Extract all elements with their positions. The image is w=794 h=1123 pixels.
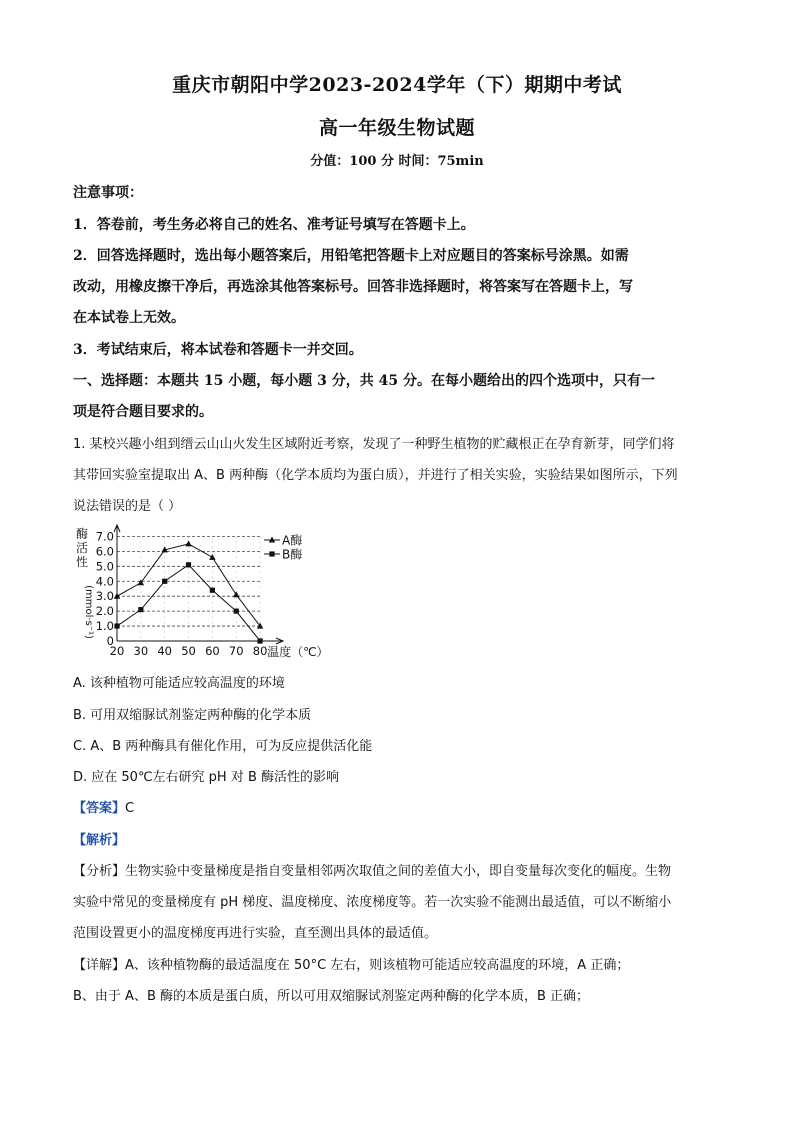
notice-item-2-line-1: 2．回答选择题时，选出每小题答案后，用铅笔把答题卡上对应题目的答案标号涂黑。如需	[73, 248, 629, 264]
y-tick-label: 4.0	[95, 574, 114, 589]
y-tick-label: 6.0	[95, 544, 114, 559]
option-b: B. 可用双缩脲试剂鉴定两种酶的化学本质	[73, 708, 312, 723]
x-tick-label: 40	[157, 644, 173, 658]
x-tick-label: 20	[109, 644, 125, 658]
y-axis-label-char: 活	[75, 541, 89, 555]
notice-item-3: 3．考试结束后，将本试卷和答题卡一并交回。	[73, 342, 363, 358]
option-a: A. 该种植物可能适应较高温度的环境	[73, 676, 285, 691]
data-point-a	[209, 554, 215, 560]
data-point-b	[257, 638, 262, 643]
y-axis-unit: (mmol·s⁻¹)	[83, 585, 94, 639]
exam-meta: 分值：100 分 时间：75min	[310, 154, 484, 169]
question-stem-line-1: 1. 某校兴趣小组到缙云山山火发生区域附近考察，发现了一种野生植物的贮藏根正在孕育新芽，同学们将	[73, 437, 675, 452]
answer-label: 【答案】	[73, 801, 126, 816]
x-tick-label: 80	[252, 644, 268, 658]
analysis-fenxi-line-1	[73, 860, 671, 879]
y-tick-label: 3.0	[95, 589, 114, 604]
y-tick-label: 7.0	[95, 529, 114, 544]
section-heading-line-1: 一、选择题：本题共 15 小题，每小题 3 分，共 45 分。在每小题给出的四个选项中，只有一	[73, 373, 655, 389]
x-axis-label: 温度（℃）	[267, 645, 329, 659]
analysis-xiangjie-line-2: B、由于 A、B 酶的本质是蛋白质，所以可用双缩脲试剂鉴定两种酶的化学本质，B 正确；	[73, 989, 590, 1004]
option-c: C. A、B 两种酶具有催化作用，可为反应提供活化能	[73, 739, 373, 754]
legend-label: A酶	[282, 533, 303, 548]
legend-marker-square	[269, 551, 274, 556]
enzyme-activity-chart	[72, 524, 332, 666]
data-point-b	[162, 579, 167, 584]
data-point-b	[138, 607, 143, 612]
exam-title: 重庆市朝阳中学2023-2024学年（下）期期中考试	[172, 74, 622, 96]
x-tick-label: 70	[228, 644, 244, 658]
data-point-b	[234, 609, 239, 614]
data-point-a	[185, 540, 191, 546]
notice-item-2-line-3: 在本试卷上无效。	[73, 310, 185, 326]
y-tick-label: 1.0	[95, 619, 114, 634]
y-tick-label: 0	[106, 634, 114, 648]
fenxi-label: 【分析】	[73, 864, 126, 879]
analysis-label: 【解析】	[73, 833, 126, 848]
fenxi-text: 生物实验中变量梯度是指自变量相邻两次取值之间的差值大小，即自变量每次变化的幅度。生物	[125, 864, 672, 879]
analysis-fenxi-line-2: 实验中常见的变量梯度有 pH 梯度、温度梯度、浓度梯度等。若一次实验不能测出最适值，可以不断缩小	[73, 895, 672, 910]
data-point-a	[114, 593, 120, 599]
y-tick-label: 5.0	[95, 559, 114, 574]
analysis-fenxi-line-3: 范围设置更小的温度梯度再进行实验，直至测出具体的最适值。	[73, 926, 438, 941]
question-stem-line-3: 说法错误的是（ ）	[73, 499, 182, 514]
legend-label: B酶	[282, 547, 303, 562]
xiangjie-text: A、该种植物酶的最适温度在 50°C 左右，则该植物可能适应较高温度的环境，A 正确；	[125, 958, 630, 973]
chart-labels	[76, 526, 329, 659]
data-point-b	[114, 623, 119, 628]
option-d: D. 应在 50℃左右研究 pH 对 B 酶活性的影响	[73, 770, 340, 785]
data-point-b	[210, 588, 215, 593]
analysis-xiangjie-line-1	[73, 954, 629, 973]
question-stem-line-2: 其带回实验室提取出 A、B 两种酶（化学本质均为蛋白质），并进行了相关实验，实验结果如图所示，下列	[73, 468, 678, 483]
data-point-b	[186, 562, 191, 567]
notice-heading: 注意事项：	[73, 185, 143, 201]
y-axis-label-char: 酶	[75, 527, 89, 541]
y-axis-label-char: 性	[75, 555, 89, 569]
x-tick-label: 50	[181, 644, 196, 658]
notice-item-2-line-2: 改动，用橡皮擦干净后，再选涂其他答案标号。回答非选择题时，将答案写在答题卡上，写	[73, 279, 633, 295]
xiangjie-label: 【详解】	[73, 958, 126, 973]
x-tick-label: 30	[133, 644, 149, 658]
section-heading-line-2: 项是符合题目要求的。	[73, 404, 213, 420]
notice-item-1: 1．答卷前，考生务必将自己的姓名、准考证号填写在答题卡上。	[73, 217, 475, 233]
x-tick-label: 60	[205, 644, 220, 658]
answer-line	[73, 797, 134, 816]
chart-grid	[117, 536, 262, 641]
answer-value: C	[125, 801, 135, 816]
y-tick-label: 2.0	[95, 604, 114, 619]
exam-subtitle: 高一年级生物试题	[318, 117, 475, 139]
